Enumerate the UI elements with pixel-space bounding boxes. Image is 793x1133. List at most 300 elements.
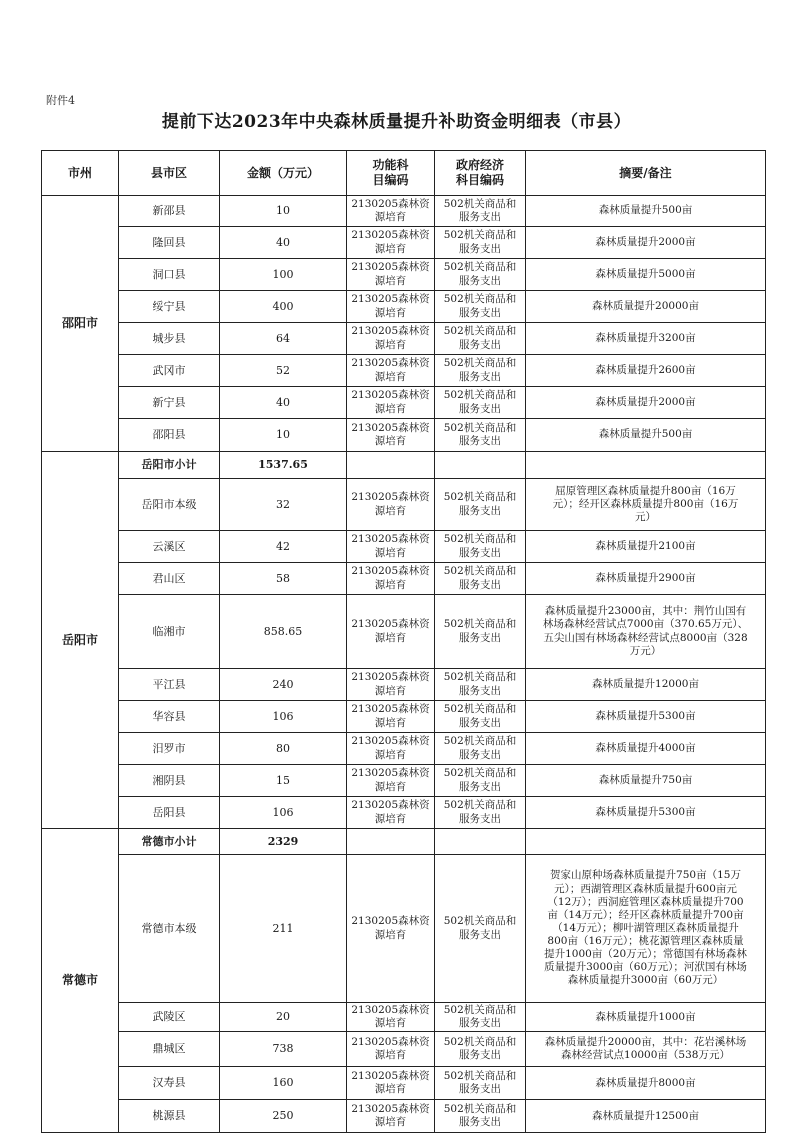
- remarks-cell: [526, 479, 766, 531]
- cell-line: 武冈市: [152, 363, 186, 377]
- cell-line: 源培育: [374, 306, 407, 319]
- economic-code-cell: [435, 196, 526, 227]
- cell-line: 2130205森林资: [351, 703, 430, 716]
- cell-line: 源培育: [374, 780, 407, 793]
- cell-line: 100: [272, 267, 294, 281]
- cell-line: 源培育: [374, 1083, 407, 1096]
- county-cell: [119, 259, 220, 291]
- function-code-cell: [347, 733, 435, 765]
- funding-detail-table: [41, 150, 766, 1133]
- economic-code-cell: [435, 355, 526, 387]
- economic-code-cell: [435, 531, 526, 563]
- amount-cell: [220, 1032, 347, 1067]
- cell-line: 20: [276, 1010, 290, 1024]
- cell-line: 云溪区: [152, 539, 186, 553]
- empty-cell: [435, 452, 526, 479]
- cell-line: 服务支出: [459, 748, 501, 761]
- remarks-cell: [526, 259, 766, 291]
- county-cell: [119, 563, 220, 595]
- amount-cell: [220, 259, 347, 291]
- cell-line: 源培育: [374, 338, 407, 351]
- remarks-cell: [526, 765, 766, 797]
- subtotal-row: [42, 829, 766, 855]
- remarks-cell: [526, 1100, 766, 1133]
- table-row: [42, 1003, 766, 1032]
- remarks-cell: [526, 1003, 766, 1032]
- cell-line: 汉寿县: [152, 1076, 186, 1090]
- city-cell: [42, 829, 119, 1133]
- cell-line: 源培育: [374, 370, 407, 383]
- cell-line: 10: [276, 204, 290, 218]
- cell-line: 2130205森林资: [351, 618, 430, 631]
- cell-line: 元）；经开区森林质量提升800亩（16万: [552, 497, 739, 510]
- remarks-cell: [526, 669, 766, 701]
- function-code-cell: [347, 797, 435, 829]
- remarks-cell: [526, 733, 766, 765]
- economic-code-cell: [435, 227, 526, 259]
- cell-line: 源培育: [374, 748, 407, 761]
- function-code-cell: [347, 419, 435, 452]
- table-row: [42, 1067, 766, 1100]
- function-code-cell: [347, 765, 435, 797]
- county-cell: [119, 355, 220, 387]
- cell-line: 2130205森林资: [351, 533, 430, 546]
- cell-line: 源培育: [374, 211, 407, 223]
- cell-line: 2130205森林资: [351, 491, 430, 504]
- cell-line: 2130205森林资: [351, 767, 430, 780]
- city-name: 岳阳市: [61, 632, 98, 647]
- remarks-cell: [526, 355, 766, 387]
- cell-line: 森林质量提升20000亩，其中：花岩溪林场: [544, 1036, 747, 1049]
- cell-line: 250: [272, 1109, 294, 1123]
- county-cell: [119, 479, 220, 531]
- county-cell: [119, 196, 220, 227]
- city-name: 邵阳市: [61, 316, 98, 330]
- cell-line: 32: [276, 497, 290, 511]
- cell-line: 服务支出: [459, 812, 501, 825]
- cell-line: 森林经营试点10000亩（538万元）: [561, 1049, 730, 1062]
- cell-line: 源培育: [374, 812, 407, 825]
- cell-line: （14万元）；柳叶湖管理区森林质量提升: [552, 921, 739, 934]
- empty-cell: [435, 829, 526, 855]
- economic-code-cell: [435, 1100, 526, 1133]
- header-economic-code: [435, 151, 526, 196]
- cell-line: 502机关商品和: [443, 389, 517, 402]
- cell-line: 临湘市: [152, 624, 186, 638]
- table-row: [42, 355, 766, 387]
- cell-line: 洞口县: [152, 267, 186, 281]
- subtotal-row: [42, 452, 766, 479]
- table-row: [42, 797, 766, 829]
- economic-code-cell: [435, 291, 526, 323]
- cell-line: 隆回县: [152, 235, 186, 249]
- header-function-code: [347, 151, 435, 196]
- table-row: [42, 563, 766, 595]
- cell-line: 240: [272, 677, 294, 691]
- cell-line: 森林质量提升3000亩（60万元）: [567, 974, 724, 987]
- cell-line: 森林质量提升12000亩: [592, 677, 699, 690]
- cell-line: 2130205森林资: [351, 1036, 430, 1049]
- cell-line: 502机关商品和: [443, 357, 517, 370]
- cell-line: 源培育: [374, 242, 407, 255]
- cell-line: 森林质量提升4000亩: [595, 741, 696, 754]
- function-code-cell: [347, 259, 435, 291]
- function-code-cell: [347, 1032, 435, 1067]
- cell-line: 金额（万元）: [246, 165, 319, 180]
- function-code-cell: [347, 595, 435, 669]
- cell-line: 10: [276, 428, 290, 442]
- cell-line: 160: [272, 1076, 294, 1090]
- county-cell: [119, 669, 220, 701]
- remarks-cell: [526, 855, 766, 1003]
- table-row: [42, 479, 766, 531]
- amount-cell: [220, 1067, 347, 1100]
- remarks-cell: [526, 1067, 766, 1100]
- cell-line: 800亩（16万元）；桃花源管理区森林质量: [547, 935, 744, 948]
- amount-cell: [220, 1003, 347, 1032]
- cell-line: 2329: [267, 834, 299, 848]
- table-row: [42, 323, 766, 355]
- cell-line: 森林质量提升500亩: [598, 428, 693, 441]
- cell-line: 汨罗市: [152, 741, 186, 755]
- cell-line: 106: [272, 709, 294, 723]
- cell-line: 2130205森林资: [351, 671, 430, 684]
- cell-line: 502机关商品和: [443, 325, 517, 338]
- subtotal-label: [119, 452, 220, 479]
- cell-line: 岳阳市小计: [141, 458, 197, 472]
- document-title: 提前下达2023年中央森林质量提升补助资金明细表（市县）: [161, 112, 632, 132]
- cell-line: 源培育: [374, 631, 407, 644]
- cell-line: 目编码: [372, 173, 409, 187]
- remarks-cell: [526, 387, 766, 419]
- cell-line: 林场森林经营试点7000亩（370.65万元）、: [542, 618, 749, 631]
- cell-line: 源培育: [374, 1049, 407, 1062]
- cell-line: 源培育: [374, 402, 407, 415]
- cell-line: 858.65: [263, 624, 303, 638]
- cell-line: 服务支出: [459, 684, 501, 697]
- cell-line: 邵阳县: [152, 428, 186, 442]
- subtotal-amount: [220, 829, 347, 855]
- economic-code-cell: [435, 563, 526, 595]
- function-code-cell: [347, 227, 435, 259]
- cell-line: 功能科: [372, 158, 409, 172]
- amount-cell: [220, 595, 347, 669]
- cell-line: 森林质量提升12500亩: [592, 1109, 699, 1122]
- county-cell: [119, 387, 220, 419]
- cell-line: 城步县: [152, 331, 186, 345]
- cell-line: 服务支出: [459, 631, 501, 644]
- cell-line: 502机关商品和: [443, 1036, 517, 1049]
- cell-line: 2130205森林资: [351, 197, 430, 210]
- cell-line: 绥宁县: [152, 299, 186, 313]
- economic-code-cell: [435, 1067, 526, 1100]
- cell-line: （12万）；西洞庭管理区森林质量提升700: [547, 895, 744, 908]
- amount-cell: [220, 196, 347, 227]
- cell-line: 元）: [635, 511, 656, 524]
- amount-cell: [220, 669, 347, 701]
- amount-cell: [220, 765, 347, 797]
- amount-cell: [220, 531, 347, 563]
- cell-line: 源培育: [374, 716, 407, 729]
- amount-cell: [220, 355, 347, 387]
- amount-cell: [220, 855, 347, 1003]
- cell-line: 502机关商品和: [443, 703, 517, 716]
- cell-line: 森林质量提升2000亩: [595, 235, 696, 248]
- cell-line: 211: [272, 921, 294, 935]
- cell-line: 2130205森林资: [351, 421, 430, 434]
- cell-line: 森林质量提升5000亩: [595, 267, 696, 280]
- cell-line: 2130205森林资: [351, 565, 430, 578]
- amount-cell: [220, 563, 347, 595]
- table-row: [42, 595, 766, 669]
- county-cell: [119, 291, 220, 323]
- cell-line: 县市区: [150, 165, 187, 180]
- economic-code-cell: [435, 855, 526, 1003]
- cell-line: 502机关商品和: [443, 1004, 517, 1016]
- county-cell: [119, 797, 220, 829]
- header-county: [119, 151, 220, 196]
- cell-line: 服务支出: [459, 578, 501, 591]
- cell-line: 502机关商品和: [443, 767, 517, 780]
- cell-line: 华容县: [152, 709, 186, 723]
- remarks-cell: [526, 563, 766, 595]
- cell-line: 源培育: [374, 546, 407, 559]
- economic-code-cell: [435, 765, 526, 797]
- remarks-cell: [526, 701, 766, 733]
- header-amount: [220, 151, 347, 196]
- cell-line: 58: [276, 571, 290, 585]
- cell-line: 市州: [67, 165, 92, 180]
- cell-line: 君山区: [152, 571, 186, 585]
- cell-line: 科目编码: [455, 173, 504, 187]
- cell-line: 2130205森林资: [351, 1103, 430, 1116]
- empty-cell: [526, 452, 766, 479]
- amount-cell: [220, 291, 347, 323]
- cell-line: 新邵县: [152, 204, 186, 218]
- table-row: [42, 419, 766, 452]
- cell-line: 森林质量提升5300亩: [595, 805, 696, 818]
- county-cell: [119, 531, 220, 563]
- table-row: [42, 1032, 766, 1067]
- cell-line: 屈原管理区森林质量提升800亩（16万: [555, 484, 736, 497]
- county-cell: [119, 595, 220, 669]
- cell-line: 提升1000亩（20万元）；常德国有林场森林: [544, 948, 747, 961]
- cell-line: 52: [276, 363, 290, 377]
- subtotal-label: [119, 829, 220, 855]
- economic-code-cell: [435, 1003, 526, 1032]
- cell-line: 质量提升3000亩（60万元）；河洑国有林场: [544, 961, 747, 974]
- cell-line: 服务支出: [459, 780, 501, 793]
- remarks-cell: [526, 419, 766, 452]
- cell-line: 2130205森林资: [351, 799, 430, 812]
- cell-line: 502机关商品和: [443, 565, 517, 578]
- cell-line: 502机关商品和: [443, 618, 517, 631]
- function-code-cell: [347, 563, 435, 595]
- cell-line: 鼎城区: [152, 1042, 186, 1056]
- city-cell: [42, 196, 119, 452]
- empty-cell: [347, 829, 435, 855]
- cell-line: 服务支出: [459, 211, 501, 223]
- county-cell: [119, 855, 220, 1003]
- amount-cell: [220, 701, 347, 733]
- cell-line: 政府经济: [455, 158, 504, 172]
- cell-line: 服务支出: [459, 1083, 501, 1096]
- subtotal-amount: [220, 452, 347, 479]
- economic-code-cell: [435, 479, 526, 531]
- economic-code-cell: [435, 595, 526, 669]
- county-cell: [119, 1100, 220, 1133]
- cell-line: 服务支出: [459, 274, 501, 287]
- cell-line: 源培育: [374, 684, 407, 697]
- amount-cell: [220, 323, 347, 355]
- table-row: [42, 733, 766, 765]
- function-code-cell: [347, 323, 435, 355]
- remarks-cell: [526, 595, 766, 669]
- county-cell: [119, 765, 220, 797]
- cell-line: 502机关商品和: [443, 293, 517, 306]
- function-code-cell: [347, 669, 435, 701]
- economic-code-cell: [435, 259, 526, 291]
- amount-cell: [220, 479, 347, 531]
- cell-line: 2130205森林资: [351, 261, 430, 274]
- remarks-cell: [526, 797, 766, 829]
- cell-line: 2130205森林资: [351, 229, 430, 242]
- cell-line: 源培育: [374, 274, 407, 287]
- cell-line: 武陵区: [152, 1010, 186, 1024]
- remarks-cell: [526, 291, 766, 323]
- function-code-cell: [347, 196, 435, 227]
- cell-line: 森林质量提升23000亩，其中：荆竹山国有: [544, 605, 747, 618]
- table-row: [42, 387, 766, 419]
- function-code-cell: [347, 531, 435, 563]
- table-header-row: [42, 151, 766, 196]
- economic-code-cell: [435, 1032, 526, 1067]
- attachment-label: 附件4: [46, 94, 75, 107]
- cell-line: 森林质量提升2100亩: [595, 539, 696, 552]
- cell-line: 502机关商品和: [443, 491, 517, 504]
- empty-cell: [347, 452, 435, 479]
- economic-code-cell: [435, 669, 526, 701]
- cell-line: 服务支出: [459, 504, 501, 517]
- header-remarks: [526, 151, 766, 196]
- cell-line: 岳阳市本级: [141, 497, 197, 511]
- cell-line: 服务支出: [459, 370, 501, 383]
- cell-line: 亩（14万元）；经开区森林质量提升700亩: [547, 908, 744, 921]
- cell-line: 元）；西湖管理区森林质量提升600亩元: [554, 882, 737, 895]
- cell-line: 80: [276, 741, 290, 755]
- cell-line: 森林质量提升3200亩: [595, 331, 696, 344]
- function-code-cell: [347, 701, 435, 733]
- cell-line: 502机关商品和: [443, 671, 517, 684]
- county-cell: [119, 1003, 220, 1032]
- cell-line: 502机关商品和: [443, 915, 517, 928]
- empty-cell: [526, 829, 766, 855]
- cell-line: 服务支出: [459, 546, 501, 559]
- cell-line: 502机关商品和: [443, 799, 517, 812]
- cell-line: 服务支出: [459, 306, 501, 319]
- cell-line: 2130205森林资: [351, 1070, 430, 1083]
- header-city: [42, 151, 119, 196]
- cell-line: 贺家山原种场森林质量提升750亩（15万: [550, 869, 741, 882]
- cell-line: 服务支出: [459, 1049, 501, 1062]
- cell-line: 摘要/备注: [619, 165, 672, 180]
- cell-line: 新宁县: [152, 395, 186, 409]
- cell-line: 桃源县: [152, 1109, 186, 1123]
- cell-line: 502机关商品和: [443, 1070, 517, 1083]
- cell-line: 森林质量提升2600亩: [595, 363, 696, 376]
- remarks-cell: [526, 1032, 766, 1067]
- cell-line: 2130205森林资: [351, 357, 430, 370]
- county-cell: [119, 227, 220, 259]
- cell-line: 源培育: [374, 1017, 407, 1030]
- cell-line: 106: [272, 805, 294, 819]
- table-row: [42, 765, 766, 797]
- amount-cell: [220, 419, 347, 452]
- cell-line: 42: [276, 539, 290, 553]
- function-code-cell: [347, 1100, 435, 1133]
- amount-cell: [220, 227, 347, 259]
- economic-code-cell: [435, 387, 526, 419]
- cell-line: 502机关商品和: [443, 229, 517, 242]
- function-code-cell: [347, 387, 435, 419]
- table-row: [42, 291, 766, 323]
- cell-line: 五尖山国有林场森林经营试点8000亩（328: [543, 631, 748, 644]
- cell-line: 服务支出: [459, 435, 501, 447]
- cell-line: 常德市本级: [141, 921, 197, 935]
- cell-line: 森林质量提升5300亩: [595, 709, 696, 722]
- function-code-cell: [347, 355, 435, 387]
- table-row: [42, 1100, 766, 1133]
- cell-line: 森林质量提升8000亩: [595, 1076, 696, 1089]
- cell-line: 服务支出: [459, 716, 501, 729]
- cell-line: 源培育: [374, 928, 407, 941]
- cell-line: 源培育: [374, 435, 407, 447]
- cell-line: 源培育: [374, 504, 407, 517]
- table-row: [42, 531, 766, 563]
- economic-code-cell: [435, 419, 526, 452]
- cell-line: 502机关商品和: [443, 197, 517, 210]
- function-code-cell: [347, 1003, 435, 1032]
- cell-line: 湘阴县: [152, 773, 186, 787]
- cell-line: 森林质量提升1000亩: [595, 1010, 696, 1023]
- remarks-cell: [526, 323, 766, 355]
- cell-line: 2130205森林资: [351, 915, 430, 928]
- cell-line: 服务支出: [459, 928, 501, 941]
- cell-line: 服务支出: [459, 338, 501, 351]
- amount-cell: [220, 387, 347, 419]
- cell-line: 502机关商品和: [443, 261, 517, 274]
- cell-line: 服务支出: [459, 242, 501, 255]
- county-cell: [119, 419, 220, 452]
- cell-line: 2130205森林资: [351, 735, 430, 748]
- economic-code-cell: [435, 797, 526, 829]
- cell-line: 2130205森林资: [351, 389, 430, 402]
- cell-line: 服务支出: [459, 1116, 501, 1129]
- amount-cell: [220, 733, 347, 765]
- cell-line: 森林质量提升2900亩: [595, 571, 696, 584]
- function-code-cell: [347, 1067, 435, 1100]
- cell-line: 服务支出: [459, 1017, 501, 1030]
- cell-line: 15: [276, 773, 290, 787]
- cell-line: 源培育: [374, 578, 407, 591]
- cell-line: 森林质量提升20000亩: [592, 299, 699, 312]
- cell-line: 岳阳县: [152, 805, 186, 819]
- economic-code-cell: [435, 701, 526, 733]
- economic-code-cell: [435, 733, 526, 765]
- table-row: [42, 259, 766, 291]
- amount-cell: [220, 1100, 347, 1133]
- cell-line: 森林质量提升2000亩: [595, 395, 696, 408]
